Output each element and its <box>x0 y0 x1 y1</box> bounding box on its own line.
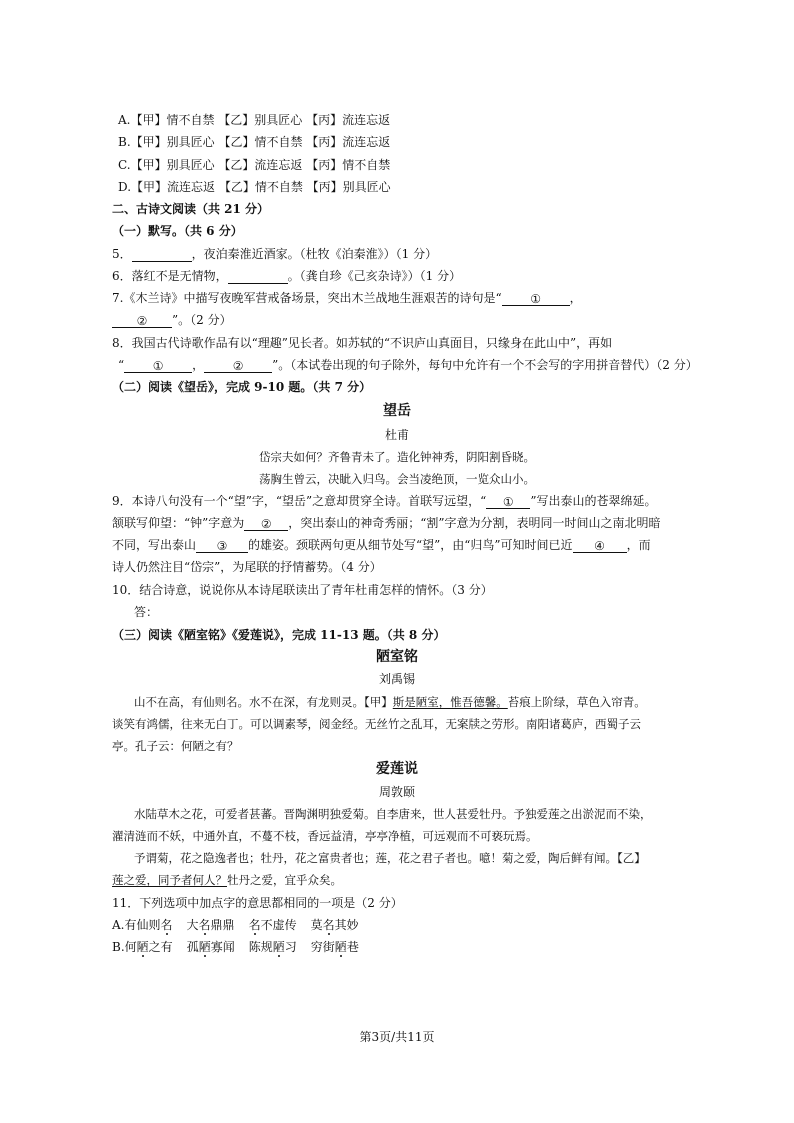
part2-title: （二）阅读《望岳》，完成 9-10 题。（共 7 分） <box>112 380 372 394</box>
q6-blank <box>228 269 288 284</box>
q9-blank-1: ① <box>486 494 530 509</box>
q11-a-item-3 <box>249 918 297 932</box>
option-c: C.【甲】别具匠心 【乙】流连忘返 【丙】情不自禁 <box>118 158 391 172</box>
q11-option-b <box>112 939 359 955</box>
poem-line-1: 岱宗夫如何？齐鲁青未了。造化钟神秀，阴阳割昏晓。 <box>259 450 535 464</box>
q9-text-b: ”写出泰山的苍翠绵延。 <box>530 494 657 508</box>
part3-title: （三）阅读《陋室铭》《爱莲说》，完成 11-13 题。（共 8 分） <box>112 628 446 642</box>
essay2-text-b: 牡丹之爱，宜乎众矣。 <box>227 873 342 887</box>
q7-text: 7.《木兰诗》中描写夜晚军营戒备场景，突出木兰战地生涯艰苦的诗句是“ <box>112 291 502 305</box>
word-part: 不虚传 <box>260 918 297 932</box>
essay2-para-3: 予谓菊，花之隐逸者也；牡丹，花之富贵者也；莲，花之君子者也。噫！菊之爱，陶后鲜有闻。【乙】 <box>134 851 646 865</box>
essay1-title: 陋室铭 <box>376 649 418 665</box>
question-9-line3 <box>112 537 651 553</box>
dotted-char: 名 <box>322 918 335 932</box>
q5-text: ，夜泊秦淮近酒家。（杜牧《泊秦淮》）（1 分） <box>191 247 438 261</box>
answer-label: 答： <box>134 605 159 619</box>
q11-b-item-2 <box>187 940 235 954</box>
q11-option-a-label: A. <box>112 918 125 932</box>
q7-sep: ， <box>569 291 582 305</box>
q11-a-item-4 <box>311 918 359 932</box>
q11-a-item-2 <box>187 918 235 932</box>
dotted-char: 名 <box>160 918 173 932</box>
question-9 <box>112 493 656 509</box>
essay2-title: 爱莲说 <box>376 761 418 777</box>
poem-title: 望岳 <box>383 403 411 419</box>
q6-text: 。（龚自珍《己亥杂诗》）（1 分） <box>287 269 462 283</box>
question-5 <box>112 246 437 262</box>
question-6 <box>112 268 461 284</box>
poem-line-2: 荡胸生曾云，决眦入归鸟。会当凌绝顶，一览众山小。 <box>259 472 535 486</box>
q8-sep: ， <box>192 358 205 372</box>
q7-blank-1: ① <box>502 291 570 306</box>
q8-blank-2: ② <box>204 358 272 373</box>
option-b: B.【甲】别具匠心 【乙】情不自禁 【丙】流连忘返 <box>118 135 391 149</box>
question-7-cont <box>112 312 232 328</box>
dotted-char: 陋 <box>334 940 347 954</box>
essay1-underlined-jia: 斯是陋室，惟吾德馨。 <box>392 695 508 709</box>
q7-end: ”。（2 分） <box>172 313 232 327</box>
essay2-para-2: 濯清涟而不妖，中通外直，不蔓不枝，香远益清，亭亭净植，可远观而不可亵玩焉。 <box>112 829 538 843</box>
question-9-line2 <box>112 515 661 531</box>
q9-blank-4: ④ <box>573 538 627 553</box>
essay1-text-a: 山不在高，有仙则名。水不在深，有龙则灵。【甲】 <box>134 695 393 709</box>
essay1-para-3: 亭。孔子云：何陋之有？ <box>112 739 239 753</box>
word-part: 之有 <box>148 940 173 954</box>
essay2-author: 周敦颐 <box>378 785 415 799</box>
word-part: 陈规 <box>248 940 273 954</box>
q5-number: 5． <box>112 247 132 261</box>
q9-text-c: 颔联写仰望：“钟”字意为 <box>112 516 245 530</box>
q7-blank-2: ② <box>112 313 172 328</box>
essay1-para-1 <box>134 694 646 710</box>
q11-b-item-3 <box>249 940 297 954</box>
question-9-line4: 诗人仍然注目“岱宗”，为尾联的抒情蓄势。（4 分） <box>112 560 382 574</box>
q9-text-d: ，突出泰山的神奇秀丽；“割”字意为分割，表明同一时间山之南北明暗 <box>288 516 661 530</box>
question-8-cont <box>118 357 698 373</box>
word-part: 其妙 <box>334 918 359 932</box>
essay1-para-2: 谈笑有鸿儒，往来无白丁。可以调素琴，阅金经。无丝竹之乱耳，无案牍之劳形。南阳诸葛庐，西蜀子云 <box>112 717 641 731</box>
q11-option-a <box>112 917 359 933</box>
q9-text-g: ，而 <box>626 538 651 552</box>
essay2-underlined-yi: 莲之爱，同予者何人？ <box>112 873 227 887</box>
section-title: 二、古诗文阅读（共 21 分） <box>112 202 270 216</box>
word-part: 鼎鼎 <box>210 918 235 932</box>
word-part: 寡闻 <box>210 940 235 954</box>
part1-title: （一）默写。（共 6 分） <box>112 224 243 238</box>
page-footer: 第3页/共11页 <box>359 1030 435 1044</box>
option-a: A.【甲】情不自禁 【乙】别具匠心 【丙】流连忘返 <box>118 113 391 127</box>
q6-prefix: 6．落红不是无情物， <box>112 269 228 283</box>
q9-blank-2: ② <box>244 516 288 531</box>
dotted-char: 陋 <box>272 940 285 954</box>
q8-blank-1: ① <box>124 358 192 373</box>
q9-blank-3: ③ <box>196 538 248 553</box>
q11-b-item-1 <box>125 940 173 954</box>
q11-option-b-label: B. <box>112 940 125 954</box>
word-part: 莫 <box>310 918 323 932</box>
question-8: 8．我国古代诗歌作品有以“理趣”见长者。如苏轼的“不识庐山真面目，只缘身在此山中”，再如 <box>112 336 613 350</box>
word-part: 何 <box>124 940 137 954</box>
q8-end: ”。（本试卷出现的句子除外，每句中允许有一个不会写的字用拼音替代）（2 分） <box>272 358 698 372</box>
question-10: 10．结合诗意，说说你从本诗尾联读出了青年杜甫怎样的情怀。（3 分） <box>112 583 493 597</box>
question-7 <box>112 290 582 306</box>
word-part: 巷 <box>346 940 359 954</box>
q11-b-item-4 <box>311 940 359 954</box>
poem-author: 杜甫 <box>384 428 409 442</box>
word-part: 穷街 <box>310 940 335 954</box>
essay1-text-b: 苔痕上阶绿，草色入帘青。 <box>507 695 646 709</box>
dotted-char: 名 <box>198 918 211 932</box>
dotted-char: 陋 <box>198 940 211 954</box>
essay2-para-4 <box>112 872 342 888</box>
essay1-author: 刘禹锡 <box>378 672 415 686</box>
q9-text-f: 的雄姿。颈联两句更从细节处写“望”，由“归鸟”可知时间已近 <box>248 538 573 552</box>
dotted-char: 陋 <box>136 940 149 954</box>
question-11: 11．下列选项中加点字的意思都相同的一项是（2 分） <box>112 896 403 910</box>
option-d: D.【甲】流连忘返 【乙】情不自禁 【丙】别具匠心 <box>118 180 391 194</box>
word-part: 习 <box>284 940 297 954</box>
word-part: 大 <box>186 918 199 932</box>
q8-open: “ <box>118 358 125 372</box>
q9-text-e: 不同，写出泰山 <box>112 538 197 552</box>
essay2-para-1: 水陆草木之花，可爱者甚蕃。晋陶渊明独爱菊。自李唐来，世人甚爱牡丹。予独爱莲之出淤泥而不染， <box>134 807 652 821</box>
q11-a-item-1 <box>124 918 172 932</box>
dotted-char: 名 <box>248 918 261 932</box>
q9-text-a: 9．本诗八句没有一个“望”字，“望岳”之意却贯穿全诗。首联写远望，“ <box>112 494 487 508</box>
q5-blank <box>132 247 192 262</box>
word-part: 有仙则 <box>124 918 161 932</box>
word-part: 孤 <box>186 940 199 954</box>
